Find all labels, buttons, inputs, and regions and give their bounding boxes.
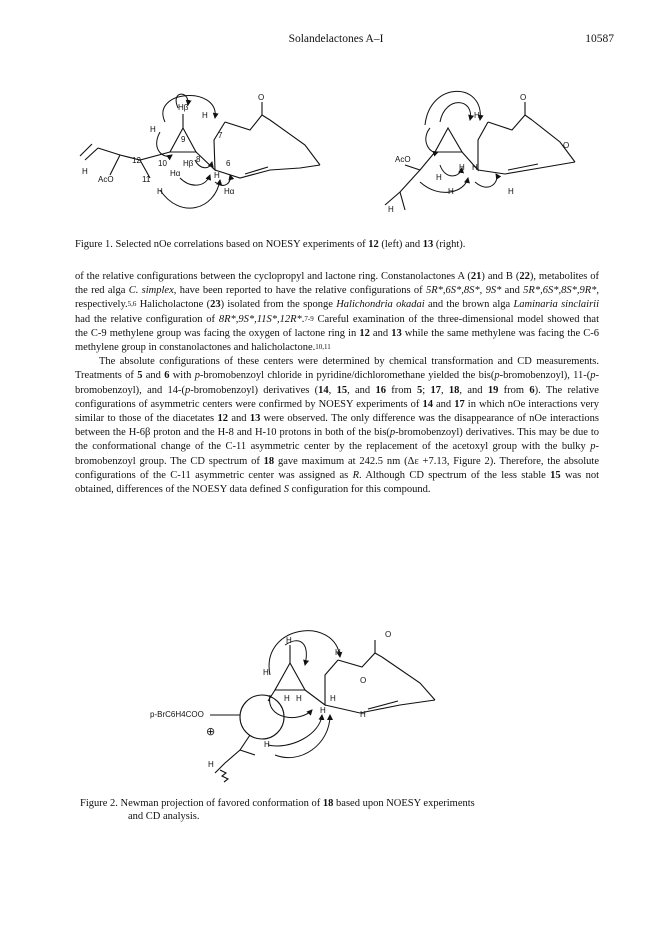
atom-label: H (472, 163, 478, 172)
atom-label: H (388, 205, 394, 214)
structure-13-labels (388, 93, 569, 214)
atom-label: H (459, 163, 465, 172)
figure-label: Figure 1. (75, 239, 113, 250)
atom-label: H (448, 187, 454, 196)
atom-label: H (436, 173, 442, 182)
atom-label: O (385, 630, 392, 639)
compound-number: 13 (422, 239, 434, 250)
paragraph-1: of the relative configurations between the cyclopropyl and lactone ring. Constanolactones A (21) and B (22), metabolites of the red alga C. simplex, have been reported to have the relative configurations of 5R*,6S*,8S*, 9S* and 5R*,6S*,8S*,9R*, respectively.$^{5,6}$ Halicholactone (23) isolated from the sponge Halichondria okadai and the brown alga Laminaria sinclairii had the relative configuration of 8R*,9S*,11S*,12R*.$^{7-9}$ Careful examination of the three-dimensional model showed that the C-9 methylene group was facing the oxygen of lactone ring in 12 and 13 while the same methylene was facing the C-6 methylene group in constanolactones and halicholactone.$^{10,11}$ (75, 271, 600, 354)
atom-label: H (214, 171, 220, 180)
atom-label: H (263, 668, 269, 677)
running-title: Solandelactones A–I (288, 33, 384, 45)
atom-label: H (284, 694, 290, 703)
atom-label: 6 (226, 159, 231, 168)
atom-label: H (82, 167, 88, 176)
structure-12-labels (82, 93, 264, 196)
atom-label: H (157, 187, 163, 196)
caption-text: (right). (433, 239, 466, 250)
atom-label: ⊕ (206, 726, 216, 738)
atom-label: Hα (224, 187, 235, 196)
atom-label: 11 (142, 175, 151, 184)
atom-label: H (320, 706, 326, 715)
atom-label: Hβ (178, 103, 189, 112)
atom-label: O (563, 141, 570, 150)
structure-13 (385, 91, 575, 210)
figure-1-structures (0, 70, 672, 230)
atom-label: 9 (181, 135, 186, 144)
atom-label: 8 (196, 155, 201, 164)
compound-number: 12 (368, 239, 379, 250)
atom-label: Hα (170, 169, 181, 178)
atom-label: H (330, 694, 336, 703)
caption-text: Selected nOe correlations based on NOESY experiments of (115, 239, 369, 250)
atom-label: 12 (132, 156, 141, 165)
atom-label: 7 (218, 131, 223, 140)
atom-label: O (520, 93, 527, 102)
atom-label: AcO (395, 155, 411, 164)
atom-label: Hβ (183, 159, 194, 168)
atom-label: 10 (158, 159, 167, 168)
structure-12 (80, 94, 320, 208)
structure-18-labels (150, 630, 391, 769)
atom-label: H (286, 636, 292, 645)
figure-label: Figure 2. (80, 798, 118, 809)
atom-label: H (150, 125, 156, 134)
caption-text: and CD analysis. (128, 811, 200, 822)
newman-circle (240, 695, 284, 739)
page-header (0, 33, 672, 49)
figure-2 (0, 605, 672, 785)
atom-label: AcO (98, 175, 114, 184)
atom-label: H (508, 187, 514, 196)
atom-label: H (202, 111, 208, 120)
atom-label: H (335, 648, 341, 657)
compound-number: 18 (322, 798, 334, 809)
page-number: 10587 (585, 33, 614, 45)
caption-text: based upon NOESY experiments (333, 798, 475, 809)
atom-label: H (360, 710, 366, 719)
paragraph-2: The absolute configurations of these centers were determined by chemical transformation and CD measurements. Treatments of 5 and 6 with p-bromobenzoyl chloride in pyridine/dichloromethane yielded the bis(p-bromobenzoyl), 11-(p-bromobenzoyl), and 14-(p-bromobenzoyl) derivatives (14, 15, and 16 from 5; 17, 18, and 19 from 6). The relative configurations of asymmetric centers were confirmed by NOESY experiments of 14 and 17 in which nOe interactions very similar to those of the diacetates 12 and 13 were observed. The only difference was the disappearance of nOe interactions between the H-6β proton and the H-8 and H-10 protons in both of the bis(p-bromobenzoyl) derivatives. This may be due to the conformational change of the C-11 asymmetric center by the replacement of the acetoxyl group with the bulky p-bromobenzoyl group. The CD spectrum of 18 gave maximum at 242.5 nm (Δε +7.13, Figure 2). Therefore, the absolute configurations of the C-11 asymmetric center was assigned as R. Although CD spectrum of the less stable 15 was not obtained, differences of the NOESY data defined S configuration for this compound. (75, 356, 600, 496)
figure-1 (0, 70, 672, 230)
atom-label: H (474, 111, 480, 120)
atom-label: H (264, 740, 270, 749)
atom-label: H (208, 760, 214, 769)
caption-text: (left) and (378, 239, 423, 250)
figure-2-newman-projection (0, 605, 672, 785)
atom-label: O (360, 676, 367, 685)
figure-2-caption (80, 797, 600, 823)
atom-label: H (296, 694, 302, 703)
atom-label: O (258, 93, 265, 102)
substituent-label: p-BrC6H4COO (150, 710, 204, 719)
figure-1-caption (75, 238, 615, 251)
body-text (75, 270, 599, 497)
caption-text: Newman projection of favored conformation of (120, 798, 323, 809)
